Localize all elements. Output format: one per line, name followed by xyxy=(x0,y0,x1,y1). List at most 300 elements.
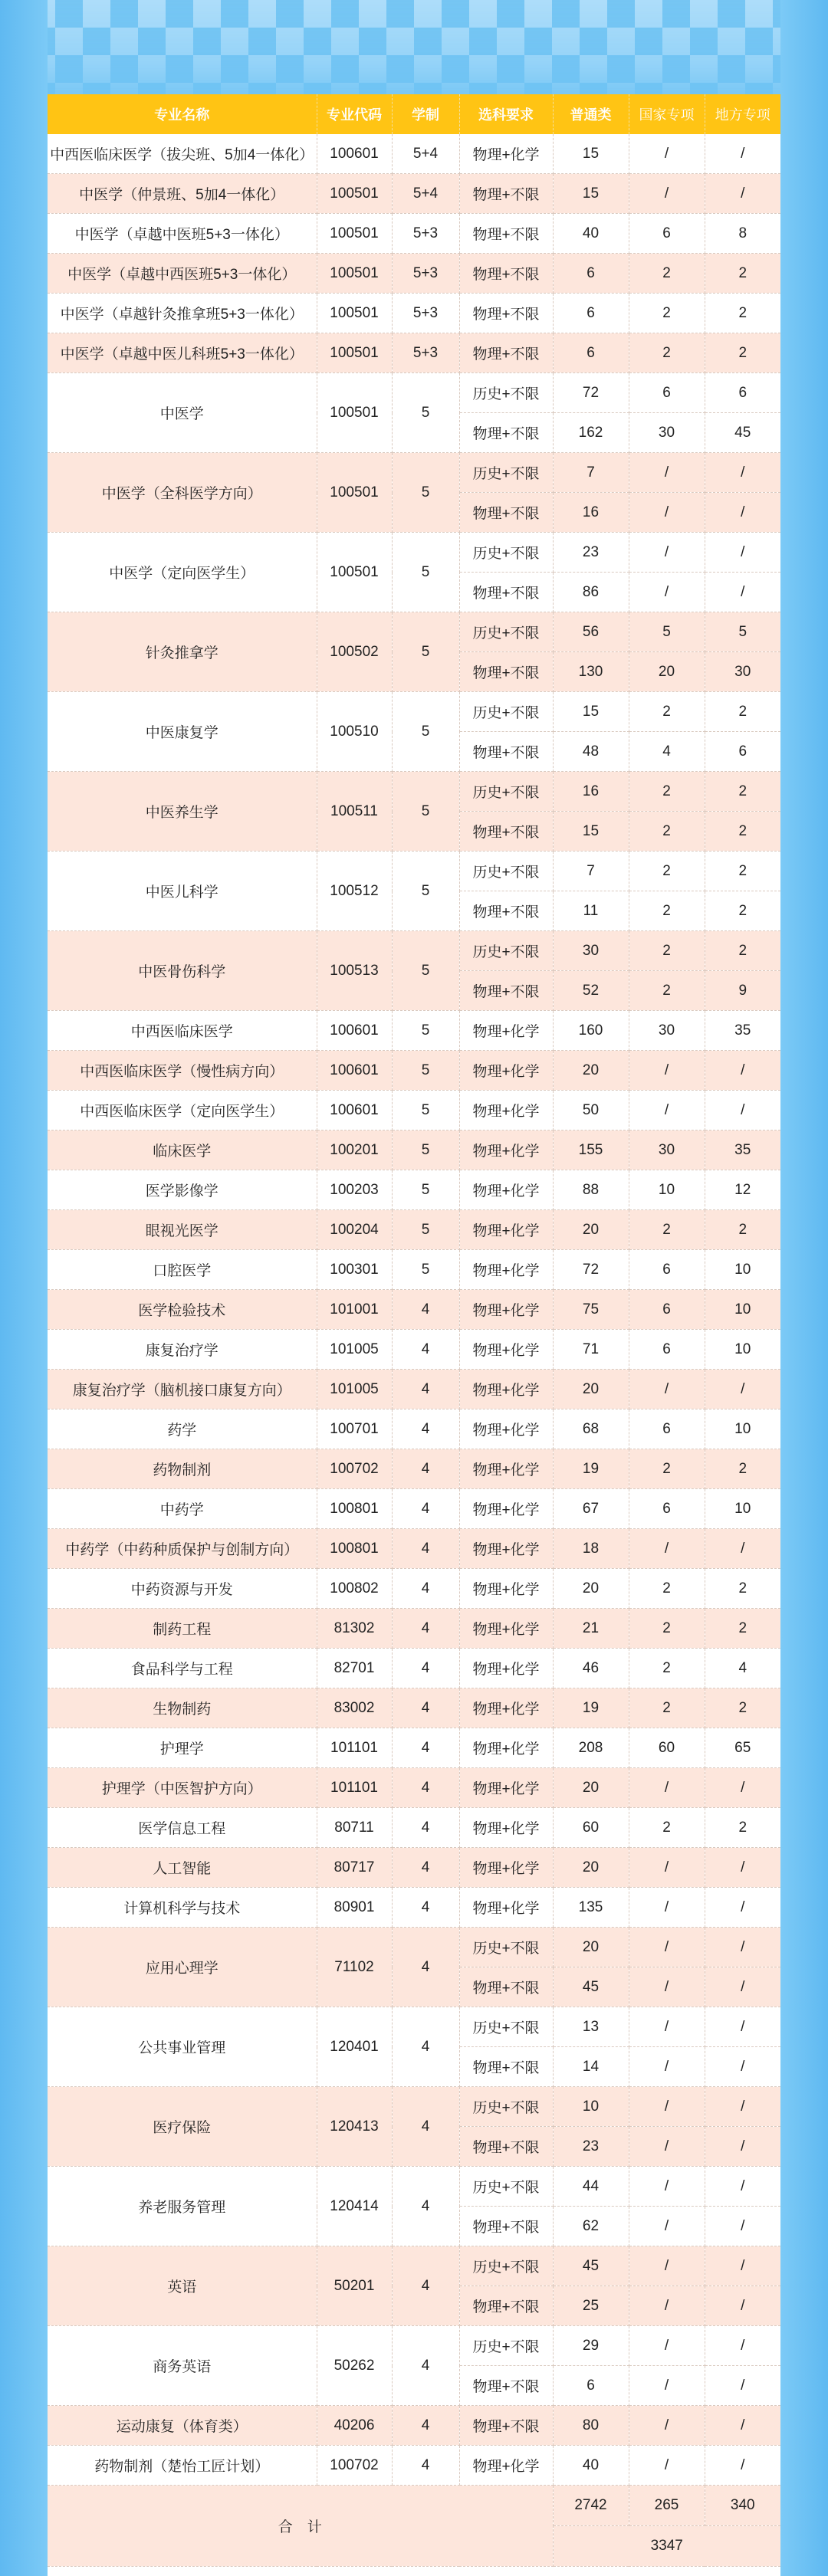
national-special-quota: 2 xyxy=(629,852,705,891)
major-name: 中西医临床医学（拔尖班、5加4一体化） xyxy=(48,134,317,174)
local-special-quota: / xyxy=(705,2127,780,2167)
total-national: 265 xyxy=(629,2486,705,2526)
normal-quota: 67 xyxy=(553,1489,629,1529)
subject-requirement: 物理+化学 xyxy=(459,1210,553,1250)
normal-quota: 20 xyxy=(553,1210,629,1250)
major-name: 中医骨伤科学 xyxy=(48,931,317,1011)
normal-quota: 44 xyxy=(553,2167,629,2207)
subject-requirement: 物理+不限 xyxy=(459,2207,553,2246)
subject-requirement: 历史+不限 xyxy=(459,453,553,493)
total-label: 合 计 xyxy=(48,2486,553,2567)
major-code: 100702 xyxy=(317,1449,392,1489)
major-duration: 5 xyxy=(392,692,459,772)
subject-requirement: 物理+化学 xyxy=(459,1409,553,1449)
local-special-quota: / xyxy=(705,2446,780,2486)
normal-quota: 16 xyxy=(553,493,629,533)
normal-quota: 29 xyxy=(553,2326,629,2366)
national-special-quota: / xyxy=(629,134,705,174)
major-code: 100501 xyxy=(317,533,392,612)
table-row xyxy=(48,1011,780,1051)
national-special-quota: / xyxy=(629,2047,705,2087)
national-special-quota: / xyxy=(629,453,705,493)
national-special-quota: / xyxy=(629,174,705,214)
subject-requirement: 物理+不限 xyxy=(459,812,553,852)
normal-quota: 72 xyxy=(553,1250,629,1290)
subject-requirement: 物理+化学 xyxy=(459,1569,553,1609)
normal-quota: 20 xyxy=(553,1768,629,1808)
table-row xyxy=(48,1051,780,1091)
major-code: 100501 xyxy=(317,294,392,333)
subject-requirement: 物理+化学 xyxy=(459,1688,553,1728)
major-code: 100501 xyxy=(317,174,392,214)
major-code: 100512 xyxy=(317,852,392,931)
major-name: 生物制药 xyxy=(48,1688,317,1728)
table-row xyxy=(48,1569,780,1609)
major-code: 101005 xyxy=(317,1370,392,1409)
subject-requirement: 物理+不限 xyxy=(459,254,553,294)
major-code: 120401 xyxy=(317,2007,392,2087)
local-special-quota: 2 xyxy=(705,772,780,812)
subject-requirement: 物理+化学 xyxy=(459,134,553,174)
local-special-quota: / xyxy=(705,134,780,174)
national-special-quota: 6 xyxy=(629,1250,705,1290)
subject-requirement: 历史+不限 xyxy=(459,612,553,652)
major-name: 中医学（卓越针灸推拿班5+3一体化） xyxy=(48,294,317,333)
table-row xyxy=(48,214,780,254)
normal-quota: 162 xyxy=(553,413,629,453)
major-code: 100204 xyxy=(317,1210,392,1250)
table-row xyxy=(48,1330,780,1370)
major-duration: 5 xyxy=(392,1130,459,1170)
local-special-quota: / xyxy=(705,2207,780,2246)
table-row xyxy=(48,1848,780,1888)
major-name: 中医学 xyxy=(48,373,317,453)
table-row xyxy=(48,254,780,294)
table-row xyxy=(48,2167,780,2207)
national-special-quota: / xyxy=(629,1928,705,1967)
national-special-quota: / xyxy=(629,2366,705,2406)
normal-quota: 56 xyxy=(553,612,629,652)
major-code: 100802 xyxy=(317,1569,392,1609)
major-duration: 4 xyxy=(392,1888,459,1928)
table-row xyxy=(48,294,780,333)
local-special-quota: 10 xyxy=(705,1250,780,1290)
subject-requirement: 物理+不限 xyxy=(459,2406,553,2446)
major-name: 医学影像学 xyxy=(48,1170,317,1210)
major-code: 100501 xyxy=(317,214,392,254)
local-special-quota: / xyxy=(705,1051,780,1091)
national-special-quota: 6 xyxy=(629,214,705,254)
subject-requirement: 物理+化学 xyxy=(459,1130,553,1170)
local-special-quota: / xyxy=(705,573,780,612)
normal-quota: 7 xyxy=(553,453,629,493)
local-special-quota: / xyxy=(705,2246,780,2286)
local-special-quota: 65 xyxy=(705,1728,780,1768)
national-special-quota: 2 xyxy=(629,971,705,1011)
major-duration: 5 xyxy=(392,852,459,931)
normal-quota: 62 xyxy=(553,2207,629,2246)
normal-quota: 88 xyxy=(553,1170,629,1210)
normal-quota: 6 xyxy=(553,2366,629,2406)
major-name: 医学信息工程 xyxy=(48,1808,317,1848)
major-duration: 5 xyxy=(392,533,459,612)
table-row xyxy=(48,1250,780,1290)
header-subject-requirement: 选科要求 xyxy=(459,94,553,134)
major-name: 中医学（卓越中西医班5+3一体化） xyxy=(48,254,317,294)
normal-quota: 13 xyxy=(553,2007,629,2047)
local-special-quota: 45 xyxy=(705,413,780,453)
major-duration: 5+4 xyxy=(392,134,459,174)
major-name: 应用心理学 xyxy=(48,1928,317,2007)
normal-quota: 71 xyxy=(553,1330,629,1370)
table-row xyxy=(48,1409,780,1449)
total-row-1 xyxy=(48,2486,780,2526)
major-code: 81302 xyxy=(317,1609,392,1649)
subject-requirement: 物理+化学 xyxy=(459,1330,553,1370)
table-row xyxy=(48,2007,780,2047)
subject-requirement: 物理+化学 xyxy=(459,1728,553,1768)
subject-requirement: 物理+化学 xyxy=(459,1370,553,1409)
major-name: 制药工程 xyxy=(48,1609,317,1649)
local-special-quota: 2 xyxy=(705,333,780,373)
subject-requirement: 物理+不限 xyxy=(459,214,553,254)
major-code: 100203 xyxy=(317,1170,392,1210)
subject-requirement: 物理+化学 xyxy=(459,1290,553,1330)
major-duration: 4 xyxy=(392,2007,459,2087)
total-local: 340 xyxy=(705,2486,780,2526)
national-special-quota: / xyxy=(629,1768,705,1808)
major-code: 100301 xyxy=(317,1250,392,1290)
subject-requirement: 物理+不限 xyxy=(459,1967,553,2007)
national-special-quota: 2 xyxy=(629,333,705,373)
table-row xyxy=(48,612,780,652)
normal-quota: 19 xyxy=(553,1449,629,1489)
local-special-quota: 30 xyxy=(705,652,780,692)
subject-requirement: 物理+化学 xyxy=(459,1091,553,1130)
normal-quota: 160 xyxy=(553,1011,629,1051)
major-name: 中医儿科学 xyxy=(48,852,317,931)
national-special-quota: 2 xyxy=(629,931,705,971)
header-normal-quota: 普通类 xyxy=(553,94,629,134)
national-special-quota: / xyxy=(629,573,705,612)
major-duration: 5+3 xyxy=(392,254,459,294)
table-row xyxy=(48,852,780,891)
major-name: 人工智能 xyxy=(48,1848,317,1888)
major-name: 中西医临床医学 xyxy=(48,1011,317,1051)
major-duration: 5 xyxy=(392,373,459,453)
local-special-quota: / xyxy=(705,1848,780,1888)
major-name: 药学 xyxy=(48,1409,317,1449)
major-code: 100601 xyxy=(317,1091,392,1130)
national-special-quota: 2 xyxy=(629,1210,705,1250)
national-special-quota: / xyxy=(629,2246,705,2286)
normal-quota: 46 xyxy=(553,1649,629,1688)
header-local-special: 地方专项 xyxy=(705,94,780,134)
table-row xyxy=(48,1928,780,1967)
local-special-quota: 2 xyxy=(705,692,780,732)
major-duration: 4 xyxy=(392,1649,459,1688)
normal-quota: 21 xyxy=(553,1609,629,1649)
major-code: 100513 xyxy=(317,931,392,1011)
local-special-quota: 35 xyxy=(705,1130,780,1170)
normal-quota: 72 xyxy=(553,373,629,413)
normal-quota: 6 xyxy=(553,294,629,333)
major-code: 100501 xyxy=(317,254,392,294)
national-special-quota: / xyxy=(629,2087,705,2127)
national-special-quota: 2 xyxy=(629,891,705,931)
table-row xyxy=(48,2446,780,2486)
major-name: 食品科学与工程 xyxy=(48,1649,317,1688)
subject-requirement: 物理+不限 xyxy=(459,493,553,533)
normal-quota: 11 xyxy=(553,891,629,931)
subject-requirement: 物理+化学 xyxy=(459,1609,553,1649)
normal-quota: 40 xyxy=(553,214,629,254)
national-special-quota: 30 xyxy=(629,1130,705,1170)
major-duration: 5 xyxy=(392,1170,459,1210)
national-special-quota: 6 xyxy=(629,1489,705,1529)
national-special-quota: / xyxy=(629,2326,705,2366)
normal-quota: 18 xyxy=(553,1529,629,1569)
local-special-quota: / xyxy=(705,2047,780,2087)
subject-requirement: 物理+不限 xyxy=(459,413,553,453)
table-row xyxy=(48,373,780,413)
national-special-quota: 4 xyxy=(629,732,705,772)
major-code: 100501 xyxy=(317,453,392,533)
major-code: 101101 xyxy=(317,1768,392,1808)
subject-requirement: 物理+化学 xyxy=(459,2446,553,2486)
major-duration: 5 xyxy=(392,1210,459,1250)
local-special-quota: / xyxy=(705,2286,780,2326)
header-major-code: 专业代码 xyxy=(317,94,392,134)
major-duration: 4 xyxy=(392,2167,459,2246)
table-row xyxy=(48,1649,780,1688)
local-special-quota: 4 xyxy=(705,1649,780,1688)
normal-quota: 6 xyxy=(553,254,629,294)
table-body xyxy=(48,134,780,2486)
major-duration: 5 xyxy=(392,1250,459,1290)
major-name: 中西医临床医学（定向医学生） xyxy=(48,1091,317,1130)
subject-requirement: 物理+化学 xyxy=(459,1808,553,1848)
national-special-quota: / xyxy=(629,1091,705,1130)
normal-quota: 80 xyxy=(553,2406,629,2446)
normal-quota: 15 xyxy=(553,812,629,852)
major-duration: 5 xyxy=(392,1091,459,1130)
major-code: 100701 xyxy=(317,1409,392,1449)
subject-requirement: 物理+不限 xyxy=(459,294,553,333)
major-duration: 4 xyxy=(392,1489,459,1529)
local-special-quota: 10 xyxy=(705,1330,780,1370)
major-code: 100501 xyxy=(317,333,392,373)
major-name: 计算机科学与技术 xyxy=(48,1888,317,1928)
table-row xyxy=(48,1130,780,1170)
major-name: 中药资源与开发 xyxy=(48,1569,317,1609)
major-duration: 4 xyxy=(392,1529,459,1569)
normal-quota: 155 xyxy=(553,1130,629,1170)
table-row xyxy=(48,533,780,573)
national-special-quota: 10 xyxy=(629,1170,705,1210)
normal-quota: 60 xyxy=(553,1808,629,1848)
major-name: 中药学（中药种质保护与创制方向） xyxy=(48,1529,317,1569)
table-row xyxy=(48,2326,780,2366)
local-special-quota: / xyxy=(705,2087,780,2127)
major-name: 药物制剂 xyxy=(48,1449,317,1489)
normal-quota: 15 xyxy=(553,134,629,174)
national-special-quota: 6 xyxy=(629,373,705,413)
national-special-quota: 2 xyxy=(629,1569,705,1609)
normal-quota: 23 xyxy=(553,2127,629,2167)
national-special-quota: / xyxy=(629,2007,705,2047)
major-name: 药物制剂（楚怡工匠计划） xyxy=(48,2446,317,2486)
major-code: 83002 xyxy=(317,1688,392,1728)
subject-requirement: 物理+不限 xyxy=(459,573,553,612)
major-code: 100511 xyxy=(317,772,392,852)
normal-quota: 208 xyxy=(553,1728,629,1768)
major-name: 临床医学 xyxy=(48,1130,317,1170)
national-special-quota: / xyxy=(629,2406,705,2446)
subject-requirement: 物理+不限 xyxy=(459,2366,553,2406)
subject-requirement: 物理+化学 xyxy=(459,1170,553,1210)
normal-quota: 19 xyxy=(553,1688,629,1728)
subject-requirement: 物理+不限 xyxy=(459,891,553,931)
national-special-quota: / xyxy=(629,1888,705,1928)
normal-quota: 23 xyxy=(553,533,629,573)
local-special-quota: 35 xyxy=(705,1011,780,1051)
major-code: 101001 xyxy=(317,1290,392,1330)
subject-requirement: 物理+不限 xyxy=(459,652,553,692)
normal-quota: 30 xyxy=(553,931,629,971)
major-code: 100702 xyxy=(317,2446,392,2486)
national-special-quota: 6 xyxy=(629,1409,705,1449)
table-row xyxy=(48,772,780,812)
major-code: 71102 xyxy=(317,1928,392,2007)
normal-quota: 50 xyxy=(553,1091,629,1130)
major-duration: 4 xyxy=(392,1609,459,1649)
major-name: 中医养生学 xyxy=(48,772,317,852)
major-duration: 5+3 xyxy=(392,333,459,373)
major-duration: 4 xyxy=(392,1409,459,1449)
major-code: 50262 xyxy=(317,2326,392,2406)
major-duration: 5 xyxy=(392,612,459,692)
major-duration: 5 xyxy=(392,772,459,852)
major-duration: 5+4 xyxy=(392,174,459,214)
normal-quota: 48 xyxy=(553,732,629,772)
national-special-quota: / xyxy=(629,1529,705,1569)
subject-requirement: 历史+不限 xyxy=(459,2246,553,2286)
major-code: 40206 xyxy=(317,2406,392,2446)
local-special-quota: / xyxy=(705,1928,780,1967)
subject-requirement: 历史+不限 xyxy=(459,2167,553,2207)
major-name: 中医学（全科医学方向） xyxy=(48,453,317,533)
local-special-quota: 10 xyxy=(705,1290,780,1330)
major-duration: 4 xyxy=(392,1688,459,1728)
subject-requirement: 物理+不限 xyxy=(459,2047,553,2087)
major-name: 口腔医学 xyxy=(48,1250,317,1290)
major-code: 100801 xyxy=(317,1489,392,1529)
normal-quota: 130 xyxy=(553,652,629,692)
normal-quota: 20 xyxy=(553,1051,629,1091)
local-special-quota: / xyxy=(705,1967,780,2007)
major-name: 护理学（中医智护方向） xyxy=(48,1768,317,1808)
local-special-quota: 2 xyxy=(705,852,780,891)
local-special-quota: 6 xyxy=(705,373,780,413)
local-special-quota: 9 xyxy=(705,971,780,1011)
major-duration: 4 xyxy=(392,1728,459,1768)
table-row xyxy=(48,1609,780,1649)
normal-quota: 16 xyxy=(553,772,629,812)
subject-requirement: 物理+不限 xyxy=(459,333,553,373)
table-row xyxy=(48,134,780,174)
normal-quota: 15 xyxy=(553,174,629,214)
local-special-quota: 10 xyxy=(705,1489,780,1529)
normal-quota: 14 xyxy=(553,2047,629,2087)
normal-quota: 40 xyxy=(553,2446,629,2486)
major-duration: 4 xyxy=(392,1808,459,1848)
subject-requirement: 物理+化学 xyxy=(459,1529,553,1569)
subject-requirement: 物理+不限 xyxy=(459,2286,553,2326)
major-code: 50201 xyxy=(317,2246,392,2326)
subject-requirement: 物理+化学 xyxy=(459,1449,553,1489)
normal-quota: 68 xyxy=(553,1409,629,1449)
subject-requirement: 物理+不限 xyxy=(459,174,553,214)
national-special-quota: 2 xyxy=(629,1688,705,1728)
table-row xyxy=(48,1170,780,1210)
local-special-quota: / xyxy=(705,453,780,493)
table-row xyxy=(48,1529,780,1569)
table-row xyxy=(48,2246,780,2286)
major-code: 100501 xyxy=(317,373,392,453)
subject-requirement: 物理+化学 xyxy=(459,1888,553,1928)
local-special-quota: / xyxy=(705,533,780,573)
major-code: 100510 xyxy=(317,692,392,772)
national-special-quota: 2 xyxy=(629,692,705,732)
national-special-quota: / xyxy=(629,1051,705,1091)
local-special-quota: 6 xyxy=(705,732,780,772)
grand-total: 3347 xyxy=(553,2526,780,2567)
national-special-quota: 2 xyxy=(629,254,705,294)
national-special-quota: 2 xyxy=(629,294,705,333)
major-duration: 4 xyxy=(392,1768,459,1808)
major-duration: 5 xyxy=(392,1011,459,1051)
major-code: 120413 xyxy=(317,2087,392,2167)
national-special-quota: / xyxy=(629,2127,705,2167)
normal-quota: 75 xyxy=(553,1290,629,1330)
subject-requirement: 历史+不限 xyxy=(459,2087,553,2127)
major-duration: 4 xyxy=(392,2446,459,2486)
subject-requirement: 物理+化学 xyxy=(459,1649,553,1688)
major-name: 运动康复（体育类） xyxy=(48,2406,317,2446)
table-row xyxy=(48,1688,780,1728)
normal-quota: 20 xyxy=(553,1928,629,1967)
national-special-quota: 2 xyxy=(629,1449,705,1489)
national-special-quota: / xyxy=(629,533,705,573)
local-special-quota: 2 xyxy=(705,1688,780,1728)
subject-requirement: 历史+不限 xyxy=(459,1928,553,1967)
major-code: 100502 xyxy=(317,612,392,692)
subject-requirement: 物理+不限 xyxy=(459,2127,553,2167)
local-special-quota: 2 xyxy=(705,931,780,971)
major-name: 中药学 xyxy=(48,1489,317,1529)
national-special-quota: 20 xyxy=(629,652,705,692)
subject-requirement: 物理+不限 xyxy=(459,732,553,772)
national-special-quota: 6 xyxy=(629,1330,705,1370)
subject-requirement: 历史+不限 xyxy=(459,373,553,413)
major-name: 康复治疗学 xyxy=(48,1330,317,1370)
total-normal: 2742 xyxy=(553,2486,629,2526)
normal-quota: 52 xyxy=(553,971,629,1011)
local-special-quota: / xyxy=(705,2007,780,2047)
major-duration: 5 xyxy=(392,453,459,533)
table-row xyxy=(48,1489,780,1529)
